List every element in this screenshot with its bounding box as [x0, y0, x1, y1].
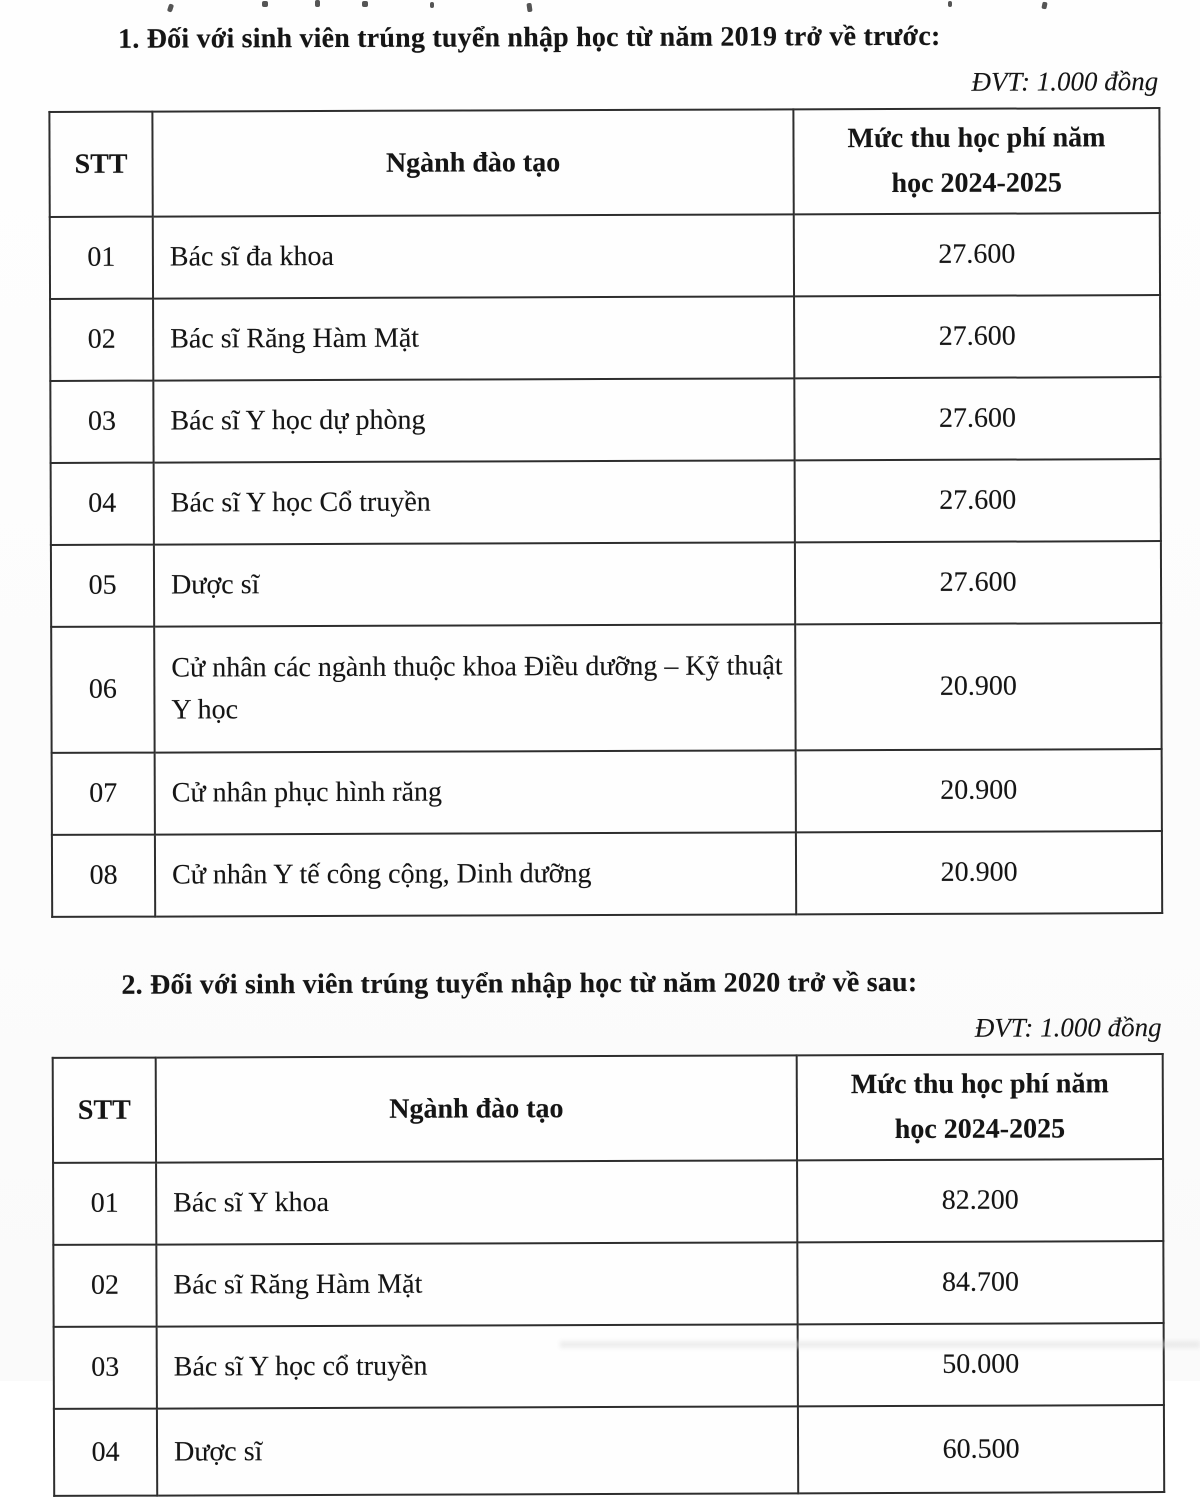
fee-cell: 27.600 [794, 377, 1160, 460]
section-gap [51, 914, 1163, 970]
fee-cell: 82.200 [797, 1159, 1163, 1242]
tuition-table-2019-earlier [48, 107, 1163, 918]
program-cell: Bác sĩ Y học Cổ truyền [154, 460, 795, 544]
table-row [51, 623, 1161, 753]
column-header-stt: STT [49, 112, 152, 217]
row-index-cell: 07 [52, 753, 155, 835]
fee-cell: 27.600 [795, 459, 1161, 542]
row-index-cell: 03 [54, 1327, 157, 1409]
column-header-fee-text: Mức thu học phí năm học 2024-2025 [847, 121, 1106, 199]
fee-cell: 27.600 [795, 541, 1161, 624]
fee-cell: 84.700 [797, 1241, 1163, 1324]
section-2-unit-note: ĐVT: 1.000 đồng [974, 1012, 1162, 1043]
row-index-cell: 01 [53, 1163, 156, 1245]
table-row [53, 1241, 1163, 1327]
table-row [53, 1159, 1163, 1245]
table-header-row [53, 1054, 1163, 1163]
table-row [52, 749, 1162, 835]
scan-smudge-artifact [560, 1341, 1200, 1348]
row-index-cell: 02 [53, 1245, 156, 1327]
table-row [54, 1323, 1164, 1409]
table-row [51, 541, 1161, 627]
column-header-program: Ngành đào tạo [156, 1055, 797, 1162]
column-header-program: Ngành đào tạo [152, 109, 793, 216]
program-cell: Bác sĩ đa khoa [153, 214, 794, 298]
fee-cell: 20.900 [795, 623, 1161, 750]
row-index-cell: 02 [50, 299, 153, 381]
row-index-cell: 06 [51, 627, 154, 753]
program-cell: Dược sĩ [157, 1406, 798, 1495]
program-cell: Bác sĩ Y khoa [156, 1160, 797, 1244]
fee-cell: 20.900 [796, 749, 1162, 832]
table-row [52, 831, 1162, 917]
fee-cell: 50.000 [798, 1323, 1164, 1406]
program-cell: Cử nhân phục hình răng [155, 750, 796, 834]
row-index-cell: 03 [50, 381, 153, 463]
column-header-fee [797, 1054, 1163, 1160]
row-index-cell: 01 [50, 217, 153, 299]
fee-cell: 27.600 [794, 213, 1160, 296]
table-row [50, 377, 1160, 463]
table-row [50, 295, 1160, 381]
section-1-unit-note: ĐVT: 1.000 đồng [971, 66, 1159, 97]
program-cell: Dược sĩ [154, 542, 795, 626]
table-row [51, 459, 1161, 545]
row-index-cell: 04 [51, 463, 154, 545]
program-cell: Cử nhân các ngành thuộc khoa Điều dưỡng – Kỹ thuật Y học [154, 624, 795, 752]
section-1-heading: 1. Đối với sinh viên trúng tuyển nhập học từ năm 2019 trở về trước: [118, 20, 941, 55]
row-index-cell: 08 [52, 835, 155, 917]
program-cell: Bác sĩ Y học dự phòng [153, 378, 794, 462]
tuition-table-2020-later [52, 1053, 1166, 1497]
fee-cell: 27.600 [794, 295, 1160, 378]
document-content [48, 0, 1165, 1497]
program-cell: Bác sĩ Y học cổ truyền [157, 1324, 798, 1408]
row-index-cell: 05 [51, 545, 154, 627]
fee-cell: 60.500 [798, 1405, 1164, 1493]
program-cell: Bác sĩ Răng Hàm Mặt [156, 1242, 797, 1326]
column-header-fee [793, 108, 1159, 214]
section-2-heading: 2. Đối với sinh viên trúng tuyển nhập học từ năm 2020 trở về sau: [121, 966, 918, 1001]
column-header-stt: STT [53, 1058, 156, 1163]
table-row [54, 1405, 1164, 1496]
column-header-fee-text: Mức thu học phí năm học 2024-2025 [850, 1067, 1109, 1145]
row-index-cell: 04 [54, 1409, 157, 1496]
program-cell: Bác sĩ Răng Hàm Mặt [153, 296, 794, 380]
program-cell: Cử nhân Y tế công cộng, Dinh dưỡng [155, 832, 796, 916]
table-header-row [49, 108, 1159, 217]
table-row [50, 213, 1160, 299]
fee-cell: 20.900 [796, 831, 1162, 914]
